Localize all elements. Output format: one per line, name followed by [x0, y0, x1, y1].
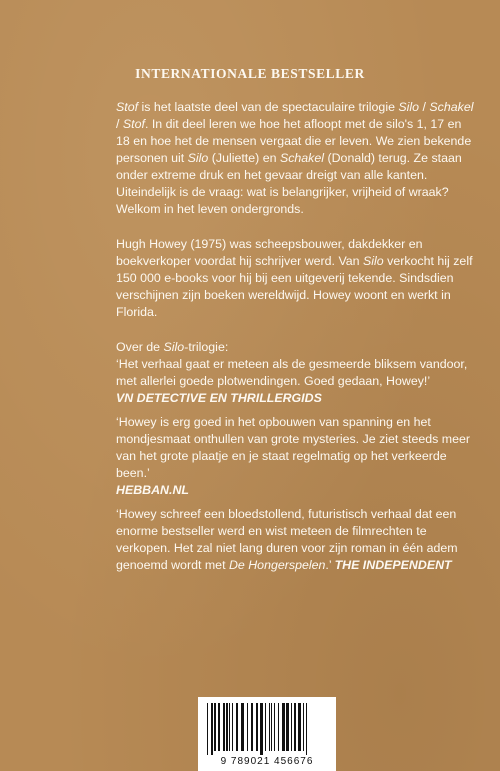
barcode-bar — [271, 703, 272, 751]
reviews-intro-text: -trilogie: — [184, 340, 229, 354]
title-hongerspelen: De Hongerspelen — [228, 558, 326, 572]
blurb-paragraph — [116, 99, 478, 218]
barcode-bar — [226, 703, 228, 751]
quote-text: ‘Howey schreef een bloedstollend, futuristisch verhaal dat een enorme bestseller werd en wist meteen de filmrechten te verkopen. Het zal niet lang duren voor zijn roman in één adem genoemd wordt met — [116, 507, 458, 572]
barcode-bar — [229, 703, 230, 751]
blurb-text: . In dit deel leren we hoe het afloopt met de silo's 1, 17 en 18 en hoe het de mensen vergaat die er leven. We zien bekende personen uit — [116, 117, 472, 165]
barcode-bar — [298, 703, 301, 751]
title-stof: Stof — [116, 100, 139, 114]
barcode-bar — [256, 703, 258, 751]
cover-text — [116, 99, 478, 574]
blurb-text: (Juliette) en — [208, 151, 280, 165]
barcode-bar — [278, 703, 279, 751]
barcode-bar — [303, 703, 304, 751]
barcode-bar — [236, 703, 238, 751]
title-silo: Silo — [163, 340, 185, 354]
author-bio-paragraph — [116, 236, 478, 321]
quote-text: .’ — [325, 558, 335, 572]
blurb-text: (Donald) terug. Ze staan onder extreme druk en het gevaar dreigt van alle kanten. Uiteindelijk is de vraag: wat is belangrijker, vrijheid of wraak? Welkom in het leven ondergronds. — [116, 151, 462, 216]
blurb-text: / — [419, 100, 430, 114]
quote-text: ‘Het verhaal gaat er meteen als de gesmeerde bliksem vandoor, met allerlei goede plotwendingen. Goed gedaan, Howey!’ — [116, 357, 468, 388]
barcode-bar — [294, 703, 296, 751]
barcode-bar — [269, 703, 270, 751]
barcode-bar — [251, 703, 253, 751]
review-source: HEBBAN.NL — [116, 483, 189, 497]
review-quote — [116, 356, 478, 390]
blurb-text: / — [116, 117, 123, 131]
barcode-bar — [207, 703, 208, 755]
isbn-number: 9 789021 456676 — [220, 756, 314, 767]
review-source: THE INDEPENDENT — [334, 558, 452, 572]
quote-text: ‘Howey is erg goed in het opbouwen van spanning en het mondjesmaat onthullen van grote mysteries. Je ziet steeds meer van het grote plaatje en je staat regelmatig op het verkeerde been.’ — [116, 415, 470, 480]
barcode-bar — [241, 703, 244, 751]
review-quote — [116, 414, 478, 482]
barcode-bar — [306, 703, 307, 755]
barcode-bar — [214, 703, 216, 751]
review-quote — [116, 506, 478, 574]
barcode-bars — [205, 703, 329, 755]
barcode-bar — [286, 703, 289, 751]
isbn-barcode — [198, 697, 336, 771]
barcode-bar — [218, 703, 220, 751]
barcode-bar — [232, 703, 233, 751]
blurb-text: is het laatste deel van de spectaculaire trilogie — [138, 100, 399, 114]
barcode-bar — [274, 703, 275, 751]
barcode-bar — [260, 703, 263, 755]
bio-text: Hugh Howey (1975) was scheepsbouwer, dakdekker en boekverkoper voordat hij schrijver werd. Van — [116, 237, 423, 268]
review-source: VN DETECTIVE EN THRILLERGIDS — [116, 391, 322, 405]
title-schakel: Schakel — [279, 151, 325, 165]
reviews-intro-text: Over de — [116, 340, 164, 354]
reviews-intro — [116, 339, 478, 356]
title-stof: Stof — [122, 117, 145, 131]
bio-text: verkocht hij zelf 150 000 e-books voor hij bij een uitgeverij tekende. Sindsdien verschijnen zijn boeken wereldwijd. Howey woont en werkt in Florida. — [116, 254, 473, 319]
title-silo: Silo — [187, 151, 209, 165]
title-silo: Silo — [363, 254, 384, 268]
title-silo: Silo — [398, 100, 420, 114]
barcode-bar — [223, 703, 225, 751]
barcode-bar — [265, 703, 266, 751]
barcode-bar — [211, 703, 213, 755]
heading-bestseller: INTERNATIONALE BESTSELLER — [135, 66, 365, 81]
title-schakel: Schakel — [429, 100, 474, 114]
barcode-bar — [247, 703, 248, 751]
barcode-bar — [291, 703, 292, 751]
barcode-bar — [282, 703, 285, 751]
